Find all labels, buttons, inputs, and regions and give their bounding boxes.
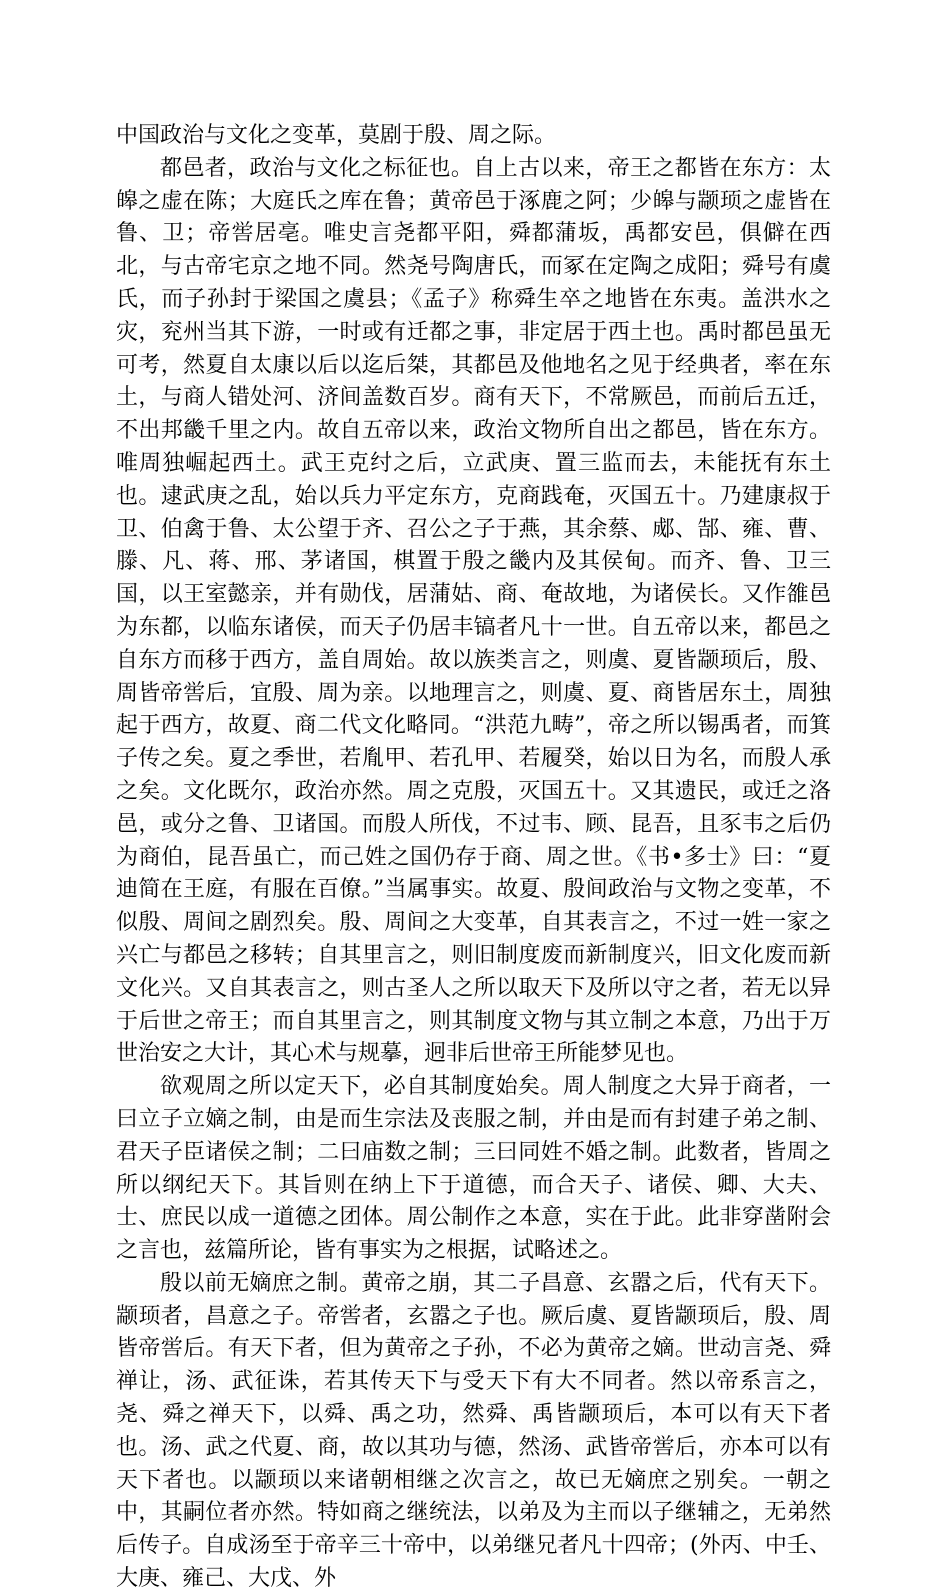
- paragraph-capitals: 都邑者，政治与文化之标征也。自上古以来，帝王之都皆在东方：太皞之虚在陈；大庭氏之库在鲁；黄帝邑于涿鹿之阿；少皞与颛顼之虚皆在鲁、卫；帝喾居亳。唯史言尧都平阳，舜都蒲坂，禹都安邑，俱僻在西北，与古帝宅京之地不同。然尧号陶唐氏，而冢在定陶之成阳；舜号有虞氏，而子孙封于梁国之虞县；《孟子》称舜生卒之地皆在东夷。盖洪水之灾，兖州当其下游，一时或有迁都之事，非定居于西土也。禹时都邑虽无可考，然夏自太康以后以迄后桀，其都邑及他地名之见于经典者，率在东土，与商人错处河、济间盖数百岁。商有天下，不常厥邑，而前后五迁，不出邦畿千里之内。故自五帝以来，政治文物所自出之都邑，皆在东方。唯周独崛起西土。武王克纣之后，立武庚、置三监而去，未能抚有东土也。逮武庚之乱，始以兵力平定东方，克商践奄，灭国五十。乃建康叔于卫、伯禽于鲁、太公望于齐、召公之子于燕，其余蔡、郕、郜、雍、曹、滕、凡、蒋、邢、茅诸国，棋置于殷之畿内及其侯甸。而齐、鲁、卫三国，以王室懿亲，并有勋伐，居蒲姑、商、奄故地，为诸侯长。又作雒邑为东都，以临东诸侯，而天子仍居丰镐者凡十一世。自五帝以来，都邑之自东方而移于西方，盖自周始。故以族类言之，则虞、夏皆颛顼后，殷、周皆帝喾后，宜殷、周为亲。以地理言之，则虞、夏、商皆居东土，周独起于西方，故夏、商二代文化略同。“洪范九畴”，帝之所以锡禹者，而箕子传之矣。夏之季世，若胤甲、若孔甲、若履癸，始以日为名，而殷人承之矣。文化既尔，政治亦然。周之克殷，灭国五十。又其遗民，或迁之洛邑，或分之鲁、卫诸国。而殷人所伐，不过韦、顾、昆吾，且豕韦之后仍为商伯，昆吾虽亡，而己姓之国仍存于商、周之世。《书•多士》曰：“夏迪简在王庭，有服在百僚。”当属事实。故夏、殷间政治与文物之变革，不似殷、周间之剧烈矣。殷、周间之大变革，自其表言之，不过一姓一家之兴亡与都邑之移转；自其里言之，则旧制度废而新制度兴，旧文化废而新文化兴。又自其表言之，则古圣人之所以取天下及所以守之者，若无以异于后世之帝王；而自其里言之，则其制度文物与其立制之本意，乃出于万世治安之大计，其心术与规摹，迥非后世帝王所能梦见也。: [116, 155, 831, 1067]
- paragraph-opening-line: 中国政治与文化之变革，莫剧于殷、周之际。: [116, 123, 557, 148]
- paragraph-succession: 殷以前无嫡庶之制。黄帝之崩，其二子昌意、玄嚣之后，代有天下。颛顼者，昌意之子。帝喾者，玄嚣之子也。厥后虞、夏皆颛顼后，殷、周皆帝喾后。有天下者，但为黄帝之子孙，不必为黄帝之嫡。世动言尧、舜禅让，汤、武征诛，若其传天下与受天下有大不同者。然以帝系言之，尧、舜之禅天下，以舜、禹之功，然舜、禹皆颛顼后，本可以有天下者也。汤、武之代夏、商，故以其功与德，然汤、武皆帝喾后，亦本可以有天下者也。以颛顼以来诸朝相继之次言之，故已无嫡庶之别矣。一朝之中，其嗣位者亦然。特如商之继统法，以弟及为主而以子继辅之，无弟然后传子。自成汤至于帝辛三十帝中，以弟继兄者凡十四帝；(外丙、中壬、大庚、雍己、大戊、外: [116, 1270, 831, 1592]
- paragraph-zhou-institutions: 欲观周之所以定天下，必自其制度始矣。周人制度之大异于商者，一曰立子立嫡之制，由是而生宗法及丧服之制，并由是而有封建子弟之制、君天子臣诸侯之制；二曰庙数之制；三曰同姓不婚之制。此数者，皆周之所以纲纪天下。其旨则在纳上下于道德，而合天子、诸侯、卿、大夫、士、庶民以成一道德之团体。周公制作之本意，实在于此。此非穿凿附会之言也，兹篇所论，皆有事实为之根据，试略述之。: [116, 1074, 831, 1264]
- document-body: [116, 120, 831, 1596]
